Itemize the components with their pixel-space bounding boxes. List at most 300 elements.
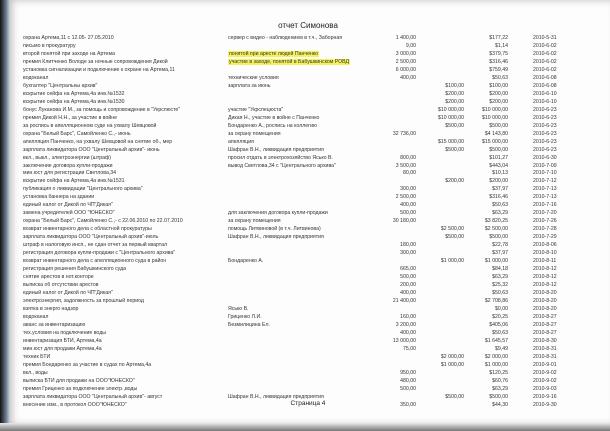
table-row [6,242,610,250]
table-row [6,202,610,210]
row-date-text: 2010-8-31 [533,345,557,352]
row-total-usd-text: $100,00 [489,82,508,89]
row-description [23,43,213,51]
row-amount-uah-text: 9,00 [405,42,416,49]
row-amount-usd-text: $10 000,00 [438,114,464,121]
row-date-text: 2010-7-12 [533,178,557,185]
row-amount-uah [366,67,416,75]
row-description-text: зарплата ликвидатора ООО "Центральный архив"-июль [23,234,159,241]
row-amount-usd-text: $100,00 [445,82,464,89]
row-description-text: электроэнергия, задолжность за прошлый период [23,297,144,304]
row-amount-uah [366,378,416,386]
row-total-usd-text: $500,00 [489,122,508,129]
row-note-text: для заключения договора купли-продажи [228,210,328,217]
table-row [6,386,610,394]
row-description-text: возврат инвентарного дела с областной прокуратуры [23,226,152,233]
row-total-usd-text: $0,00 [495,305,508,312]
row-description-text: техник БТИ [23,353,51,360]
row-date [533,115,573,123]
row-total-usd [461,234,508,242]
row-total-usd [461,330,508,338]
row-date-text: 2010-9-30 [533,401,557,408]
table-row [6,75,610,83]
row-note-text: участие "Укрспецюста" [228,106,284,113]
row-description-text: вкл., выкл., электроэнергии (штраф) [23,154,111,161]
row-description [23,107,213,115]
table-row [6,59,610,67]
table-row [6,155,610,163]
row-amount-usd [413,226,464,234]
row-date [533,186,573,194]
row-amount-uah-text: 400,00 [400,74,416,81]
row-note [228,258,398,266]
row-amount-uah [366,282,416,290]
row-date-text: 2010-6-08 [533,82,557,89]
row-total-usd [461,51,508,59]
row-date [533,91,573,99]
row-total-usd [461,139,508,147]
table-row [6,210,610,218]
row-amount-uah-text: 400,00 [400,329,416,336]
row-date [533,43,573,51]
row-amount-uah [366,386,416,394]
row-total-usd [461,115,508,123]
row-description-text: письмо в прокуратуру [23,42,76,49]
row-total-usd [461,123,508,131]
row-description [23,186,213,194]
table-row [6,330,610,338]
table-row [6,67,610,75]
row-total-usd-text: $50,63 [492,290,508,296]
row-description-text: вскрытие сейфа на Артема,4а инв.№1531 [23,178,125,185]
table-row [6,139,610,147]
row-amount-usd-text: $500,00 [445,234,464,241]
row-total-usd [461,83,508,91]
page-number: Страница 4 [290,400,326,407]
table-row [6,51,610,59]
row-note-text: помощь Литвиновой (в т.ч. Литвинова) [228,226,321,233]
row-total-usd [461,378,508,386]
row-total-usd-text: $37,97 [492,250,508,257]
row-amount-uah [366,330,416,338]
row-description-text: зарплата ликвидатора ООО "Центральный архив"- июнь [23,146,160,153]
row-amount-usd-text: $10 000,00 [438,106,464,113]
row-total-usd [461,35,508,43]
row-note-text: за охрану помещения [228,130,281,137]
row-amount-uah [366,298,416,306]
row-description [23,59,213,67]
row-total-usd-text: $10 000,00 [482,106,508,113]
row-amount-usd [413,258,464,266]
row-amount-uah-text: 3 000,00 [395,50,416,57]
row-total-usd-text: $101,27 [489,154,508,161]
table-row [6,266,610,274]
row-total-usd-text: $4 143,80 [484,130,508,137]
row-description-text: охрана "Белый Барс", Самойленко С.,- июнь [23,130,131,137]
row-date-text: 2010-7-26 [533,218,557,225]
row-note-text: Гриценко Л.И. [228,313,262,320]
table-row [6,234,610,242]
row-amount-uah-text: 350,00 [400,401,416,408]
row-description [23,131,213,139]
row-description [23,258,213,266]
row-amount-uah-text: 13 000,00 [392,337,416,344]
table-row [6,163,610,171]
row-note-text: просил отдать в электрохозяйство Яськo В. [228,154,333,161]
row-total-usd-text: $50,63 [492,202,508,209]
row-description [23,83,213,91]
row-date-text: 2010-9-02 [533,377,557,384]
row-note-text: понятой при аресте людей Панченко [229,50,319,57]
row-date-text: 2010-9-01 [533,361,557,368]
row-description [23,314,213,322]
row-amount-uah-text: 500,00 [400,210,416,217]
row-description-text: возврат инвентарного дела с апелляционного суда в район [23,258,167,265]
row-description-text: регистрация договора купли-продажи с "Центрального архива" [23,250,176,257]
row-total-usd-text: $500,00 [489,146,508,153]
table-row [6,91,610,99]
row-amount-uah [366,155,416,163]
row-amount-uah [366,59,416,67]
row-total-usd-text: $25,32 [492,282,508,289]
row-total-usd [461,218,508,226]
row-amount-usd-text: $500,00 [445,393,464,400]
table-row [6,346,610,354]
table-row [6,370,610,378]
row-amount-usd-text: $2 000,00 [440,353,464,360]
row-description [23,147,213,155]
row-amount-uah [366,35,416,43]
row-note-text: участие в заходе, понятой в Бабушкинском РОВД [229,58,350,65]
row-amount-usd [413,147,464,155]
row-description-text: вскрытие сейфа на Артема,4а инв.№1530 [23,98,125,105]
row-total-usd [461,274,508,282]
row-total-usd [461,67,508,75]
row-total-usd-text: $200,00 [489,90,508,97]
row-amount-uah [366,194,416,202]
row-total-usd-text: $1,14 [495,42,508,49]
row-description-text: второй понятой при заходе на Артема [23,50,115,57]
row-total-usd-text: $63,29 [492,385,508,392]
row-amount-uah [366,163,416,171]
row-total-usd-text: $200,00 [489,178,508,185]
row-total-usd-text: $120,25 [489,369,508,376]
row-date-text: 2010-7-28 [533,226,557,233]
row-description-text: установка сигнализации и подключение к охране на Артема,11 [23,66,175,73]
row-total-usd-text: $63,29 [492,210,508,217]
row-total-usd [461,170,508,178]
row-date [533,194,573,202]
row-description [23,274,213,282]
row-note-text: апелляция [228,138,254,145]
row-description [23,35,213,43]
row-date-text: 2010-6-02 [533,42,557,49]
row-amount-usd [413,99,464,107]
row-amount-uah-text: 6 000,00 [395,66,416,73]
row-description-text: бонус Лукановa И.М., за помощь и сопровождение в "Укрспюсте" [23,106,181,113]
row-description-text: тех.условия на подключение воды [23,329,106,336]
row-total-usd-text: $9,49 [495,345,508,352]
row-date-text: 2010-8-10 [533,250,557,257]
row-total-usd [461,362,508,370]
row-description-text: премия Гриценко за подключение электр.,воды [23,385,138,392]
row-amount-uah-text: 75,00 [403,345,416,352]
row-total-usd-text: $443,04 [489,162,508,169]
row-amount-usd [413,139,464,147]
row-total-usd-text: $3 820,25 [484,218,508,225]
row-note-text: Яськo В. [228,305,249,312]
row-date [533,226,573,234]
table-row [6,274,610,282]
row-description [23,202,213,210]
row-description [23,163,213,171]
row-total-usd [461,75,508,83]
row-description [23,354,213,362]
row-total-usd-text: $2 500,00 [484,226,508,233]
row-amount-uah-text: 30 180,00 [392,218,416,225]
row-description [23,155,213,163]
row-date [533,298,573,306]
row-description [23,250,213,258]
row-description-text: водоканал [23,74,49,81]
row-total-usd [461,194,508,202]
row-description [23,123,213,131]
row-amount-usd [413,234,464,242]
row-total-usd [461,354,508,362]
row-date [533,123,573,131]
row-amount-uah-text: 200,00 [400,282,416,289]
row-date-text: 2010-7-20 [533,210,557,217]
row-description-text: зарплата ликвидатора ООО "Центральный архив"- август [23,393,163,400]
row-description [23,322,213,330]
row-amount-uah-text: 32 736,00 [392,130,416,137]
row-date [533,386,573,394]
table-row [6,322,610,330]
document-page [6,0,610,425]
table-row [6,194,610,202]
row-note [228,234,398,242]
row-amount-usd-text: $200,00 [445,178,464,185]
row-description [23,362,213,370]
row-total-usd [461,178,508,186]
row-description-text: заключение договора купли-продажи [23,162,113,169]
row-amount-uah-text: 3 200,00 [395,321,416,328]
row-total-usd [461,99,508,107]
row-description-text: премия Клитченко Володе за ночные сопровождения Дикой [23,58,168,65]
row-amount-usd [413,115,464,123]
row-description [23,378,213,386]
row-description-text: единый налог от Дикой по ЧП"Дикая" [23,290,113,296]
row-date-text: 2010-7-16 [533,202,557,209]
table-row [6,170,610,178]
row-note-text: Дикая Н., участие в войне с Панченко [228,114,320,121]
row-date [533,314,573,322]
row-note-text: Шафран В.Н., ликвидация предприятия [228,393,324,400]
row-date-text: 2010-6-30 [533,154,557,161]
row-description-text: внесение изм., в протокол ООО"ЮНЕСКО" [23,401,127,408]
row-total-usd-text: $2 000,00 [484,353,508,360]
row-description-text: вскрытие сейфа на Артема,4а инв.№1532 [23,90,125,97]
row-amount-usd-text: $500,00 [445,122,464,129]
table-row [6,35,610,43]
row-description-text: охрана Артема,11 с 12.05- 27.05.2010 [23,35,114,41]
row-amount-usd [413,91,464,99]
table-row [6,250,610,258]
row-total-usd-text: $2 708,86 [484,297,508,304]
row-total-usd-text: $405,06 [489,321,508,328]
row-total-usd [461,163,508,171]
row-date-text: 2010-8-12 [533,282,557,289]
row-amount-usd-text: $15 000,00 [438,138,464,145]
row-description [23,67,213,75]
row-date [533,282,573,290]
row-date-text: 2010-9-02 [533,369,557,376]
row-date [533,250,573,258]
table-row [6,123,610,131]
row-amount-uah [366,186,416,194]
table-row [6,226,610,234]
row-total-usd [461,242,508,250]
row-total-usd [461,131,508,139]
row-amount-uah-text: 950,00 [400,369,416,376]
row-total-usd-text: $63,29 [492,274,508,281]
row-amount-uah [366,170,416,178]
row-total-usd [461,314,508,322]
row-total-usd [461,322,508,330]
row-note-text: Шафран В.Н., ликвидация предприятия [228,234,324,241]
row-date-text: 2010-6-23 [533,130,557,137]
row-description [23,51,213,59]
row-date [533,218,573,226]
row-amount-uah [366,75,416,83]
row-total-usd-text: $50,63 [492,74,508,81]
row-amount-usd [413,107,464,115]
row-note [228,115,398,123]
row-total-usd-text: $500,00 [489,234,508,241]
row-amount-uah [366,202,416,210]
row-amount-uah [366,322,416,330]
row-date [533,147,573,155]
row-date [533,170,573,178]
row-amount-uah-text: 300,00 [400,250,416,257]
row-note [228,83,398,91]
row-amount-uah-text: 2 500,00 [395,58,416,65]
row-date-text: 2010-8-12 [533,274,557,281]
row-total-usd [461,202,508,210]
row-date-text: 2010-6-02 [533,66,557,73]
scan-edge-shadow [0,0,10,431]
row-total-usd-text: $50,63 [492,329,508,336]
row-description-text: мин.юст для регистрации Светлова,34 [23,170,117,177]
row-description-text: взятка в энерго надзор [23,305,79,312]
row-date [533,35,573,43]
row-total-usd-text: $84,18 [492,266,508,273]
row-date [533,306,573,314]
row-amount-uah-text: 2 500,00 [395,194,416,201]
row-description-text: выписка БТИ для продажи на ООО"ЮНЕСКО" [23,377,135,384]
row-note [228,226,398,234]
row-description [23,290,213,298]
row-date [533,99,573,107]
row-amount-uah [366,131,416,139]
row-total-usd [461,258,508,266]
row-description [23,346,213,354]
expense-table [6,35,610,410]
row-description [23,226,213,234]
row-description-text: публикация о ликвидации "Центрального архива" [23,186,143,193]
row-date-text: 2010-7-13 [533,186,557,193]
row-total-usd-text: $10 000,00 [482,114,508,121]
row-note-text: за охрану помещения [228,218,281,225]
row-date [533,234,573,242]
row-total-usd-text: $316,46 [489,194,508,201]
row-amount-uah-text: 500,00 [400,385,416,392]
row-description-text: за роспись в апелляционном суде на ухвалу Шевцовой [23,122,157,129]
row-total-usd [461,155,508,163]
row-total-usd-text: $10,13 [492,170,508,177]
table-row [6,258,610,266]
row-amount-uah [366,314,416,322]
row-amount-usd-text: $200,00 [445,98,464,105]
row-amount-uah [366,242,416,250]
row-total-usd-text: $37,97 [492,186,508,193]
row-date-text: 2010-8-20 [533,305,557,312]
document-title: отчет Симонова [278,21,338,30]
row-description-text: снятие арестов в нот.конторе [23,274,94,281]
row-description [23,338,213,346]
row-amount-uah-text: 21 400,00 [392,297,416,304]
row-description [23,306,213,314]
row-total-usd-text: $1 000,00 [484,258,508,265]
scan-bottom-edge [0,423,610,431]
row-description-text: бухгалтер "Центральны архив" [23,82,98,89]
row-description [23,266,213,274]
row-description [23,170,213,178]
row-date [533,67,573,75]
row-amount-uah-text: 400,00 [400,290,416,296]
row-total-usd-text: $15 000,00 [482,138,508,145]
row-date-text: 2010-8-27 [533,329,557,336]
row-description-text: охрана "Белый Барс", Самойленко С.,- с 22.06.2010 по 22.07.2010 [23,218,183,225]
row-note-text: сервер с видео - наблюдением в т.ч., Заборная [228,35,343,41]
row-description [23,75,213,83]
row-date-text: 2010-8-11 [533,258,557,265]
row-description-text: водоканал [23,313,49,320]
row-total-usd [461,298,508,306]
row-note-text: Бондаренко А. [228,258,264,265]
row-amount-usd [413,83,464,91]
row-description [23,386,213,394]
row-date-text: 2010-6-08 [533,74,557,81]
row-description-text: единый налог от Дикой по ЧП"Дикая" [23,202,113,209]
row-description [23,99,213,107]
row-total-usd [461,266,508,274]
table-row [6,314,610,322]
row-date [533,178,573,186]
row-amount-uah [366,346,416,354]
row-note-text: Бондаренко А., роспись на коллегию [228,122,317,129]
table-row [6,282,610,290]
row-description [23,218,213,226]
row-amount-usd-text: $200,00 [445,90,464,97]
row-description-text: премия Бондаренко за участие в судах по Артема,4а [23,361,152,368]
row-date-text: 2010-9-03 [533,385,557,392]
row-description-text: выписка об отсутствии арестов [23,282,99,289]
row-date [533,274,573,282]
row-note-text: Безмилицина Ел. [228,321,270,328]
row-total-usd [461,210,508,218]
row-total-usd-text: $200,00 [489,98,508,105]
